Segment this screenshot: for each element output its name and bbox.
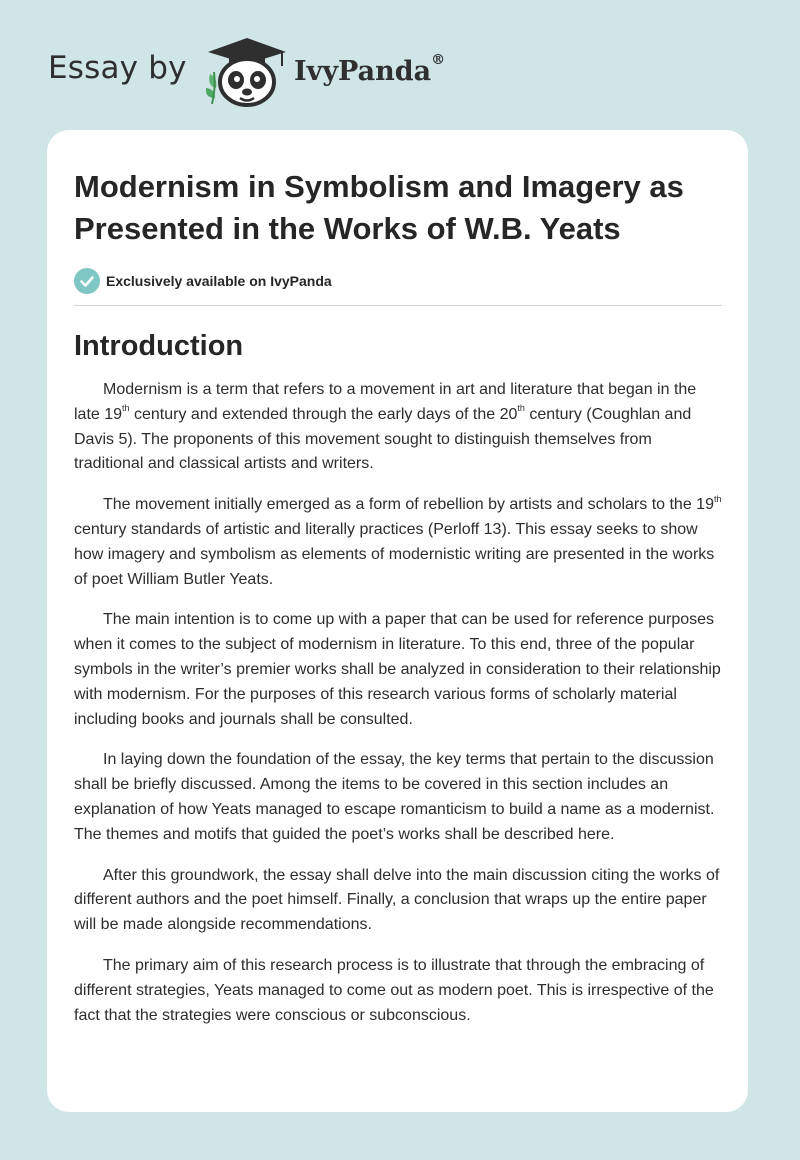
registered-mark: ® [431,52,446,68]
superscript: th [517,403,525,414]
paragraph: The main intention is to come up with a paper that can be used for reference purposes when it comes to the subject of modernism in literature. To this end, three of the popular symbols in the writer’s premier works shall be analyzed in consideration to their relationship with modernism. For the purposes of this research various forms of scholarly material including books and journals shall be consulted. [74,611,721,728]
availability-badge [74,268,722,294]
check-circle-icon [74,268,100,294]
superscript: th [122,403,130,414]
paragraph: The movement initially emerged as a form of rebellion by artists and scholars to the 19th century standards of artistic and literally practices (Perloff 13). This essay seeks to show how imagery and symbolism as elements of modernistic writing are presented in the works of poet William Butler Yeats. [74,493,722,588]
section-heading: Introduction [74,330,244,362]
paragraph: The primary aim of this research process is to illustrate that through the embracing of different strategies, Yeats managed to come out as modern poet. This is irrespective of the fact that the strategies were conscious or subconscious. [74,956,714,1024]
paragraph: After this groundwork, the essay shall delve into the main discussion citing the works of different authors and the poet himself. Finally, a conclusion that wraps up the entire paper will be made alongside recommendations. [74,866,720,934]
brand-name: IvyPanda® [294,52,446,87]
essay-body [74,378,722,1028]
site-header [0,0,800,130]
essay-card [47,130,748,1112]
badge-text: Exclusively available on IvyPanda [106,273,332,289]
paragraph: In laying down the foundation of the essay, the key terms that pertain to the discussion shall be briefly discussed. Among the items to be covered in this section includes an explanation of how Yeats managed to escape romanticism to build a name as a modernist. The themes and motifs that guided the poet’s works shall be described here. [74,751,715,843]
panda-logo-icon[interactable] [202,36,292,108]
paragraph: Modernism is a term that refers to a movement in art and literature that began in the late 19th century and extended through the early days of the 20th century (Coughlan and Davis 5). The proponents of this movement sought to distinguish themselves from traditional and classical artists and writers. [74,381,697,473]
brand-prefix: Essay by [48,50,187,86]
title-divider [74,305,722,306]
superscript: th [713,493,722,504]
essay-title: Modernism in Symbolism and Imagery as Presented in the Works of W.B. Yeats [74,169,684,246]
